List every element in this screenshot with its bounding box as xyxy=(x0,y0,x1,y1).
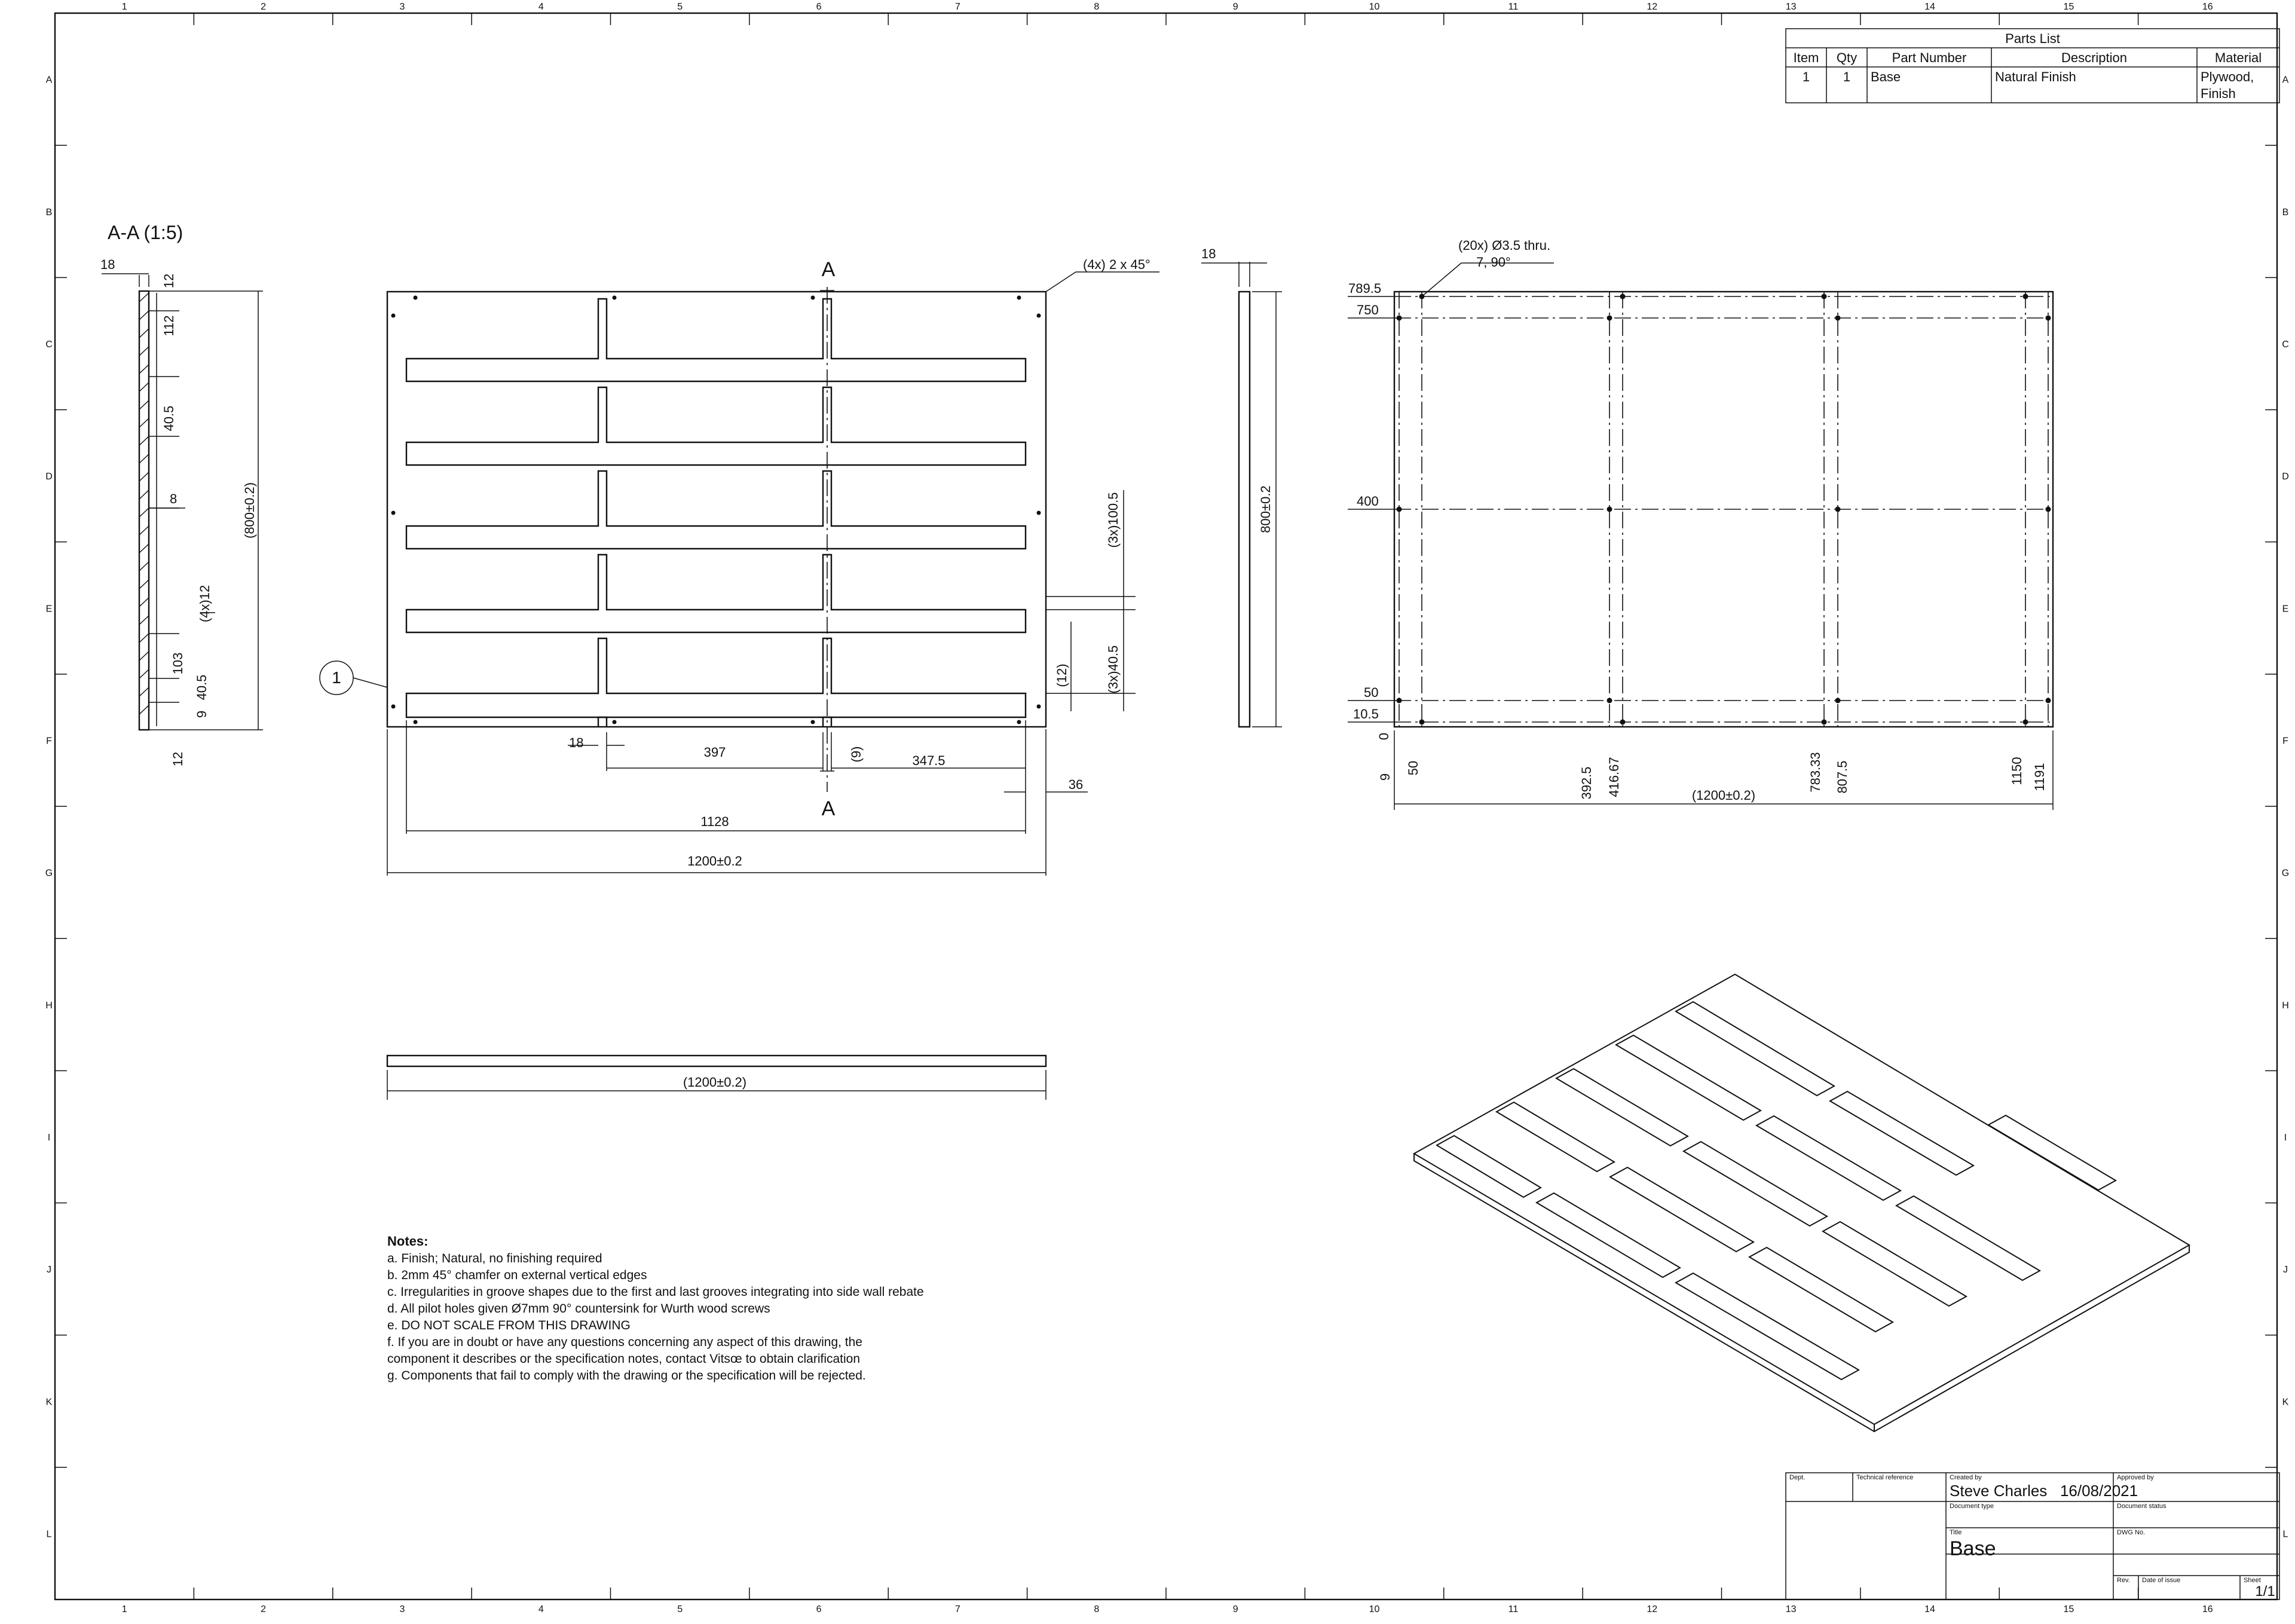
frame-row-label-left: K xyxy=(45,1397,53,1408)
frame-col-label-top: 8 xyxy=(1094,2,1100,12)
section-dim-4x12: (4x)12 xyxy=(197,585,212,623)
frame-col-label-bottom: 1 xyxy=(121,1604,127,1614)
hole-y-789-5: 789.5 xyxy=(1348,281,1382,296)
dim-1200: 1200±0.2 xyxy=(687,854,742,868)
bottom-view xyxy=(387,1056,1046,1100)
frame-col-label-top: 12 xyxy=(1647,2,1658,12)
frame-col-label-bottom: 7 xyxy=(954,1604,960,1614)
tb-sheet-label: Sheet xyxy=(2244,1577,2261,1584)
section-dim-103: 103 xyxy=(170,652,185,675)
frame-col-label-top: 16 xyxy=(2202,2,2213,12)
frame-col-label-top: 6 xyxy=(816,2,822,12)
section-dim-12-top: 12 xyxy=(161,273,176,289)
section-dim-40-5b: 40.5 xyxy=(194,674,209,701)
section-dim-9: 9 xyxy=(194,710,209,718)
section-marker-bottom: A xyxy=(821,797,836,820)
tb-title-label: Title xyxy=(1950,1529,1962,1536)
frame-row-label-right: F xyxy=(2282,736,2288,747)
frame-row-label-right: B xyxy=(2282,207,2289,218)
frame-col-label-top: 9 xyxy=(1232,2,1238,12)
hole-y-10-5: 10.5 xyxy=(1353,707,1379,721)
parts-header-material: Material xyxy=(2214,50,2262,65)
frame-row-label-left: C xyxy=(45,339,53,350)
section-dim-18: 18 xyxy=(100,257,115,272)
frame-col-label-top: 13 xyxy=(1785,2,1797,12)
frame-col-label-bottom: 16 xyxy=(2202,1604,2213,1614)
tb-rev-label: Rev. xyxy=(2117,1577,2130,1584)
section-dim-40-5: 40.5 xyxy=(161,405,176,432)
notes-line-e: e. DO NOT SCALE FROM THIS DRAWING xyxy=(387,1319,631,1332)
section-dim-8: 8 xyxy=(170,491,178,506)
tb-doc-status-label: Document status xyxy=(2117,1503,2167,1510)
frame-row-label-right: D xyxy=(2282,472,2289,482)
notes-line-d: d. All pilot holes given Ø7mm 90° countersink for Wurth wood screws xyxy=(387,1302,770,1316)
notes-line-f: f. If you are in doubt or have any questions concerning any aspect of this drawing, the xyxy=(387,1335,862,1349)
notes-line-f2: component it describes or the specification notes, contact Vitsœ to obtain clarification xyxy=(387,1352,861,1366)
tb-title: Base xyxy=(1950,1537,1996,1560)
parts-header-qty: Qty xyxy=(1836,50,1858,65)
frame-col-label-top: 3 xyxy=(399,2,405,12)
dim-9-front: (9) xyxy=(849,746,864,763)
frame-row-label-left: H xyxy=(45,1000,53,1011)
tb-created-by: Steve Charles 16/08/2021 xyxy=(1950,1482,2138,1500)
front-view-grooves xyxy=(406,299,1026,727)
hole-y-0: 0 xyxy=(1376,732,1391,741)
frame-row-label-left: A xyxy=(45,75,53,85)
frame-row-label-right: G xyxy=(2281,868,2290,879)
parts-row-part-number: Base xyxy=(1871,69,1901,84)
dim-100-5: (3x)100.5 xyxy=(1106,492,1121,548)
side-dim-18: 18 xyxy=(1201,246,1216,261)
parts-row-material-2: Finish xyxy=(2201,86,2236,101)
frame-col-label-bottom: 3 xyxy=(399,1604,405,1614)
frame-col-label-bottom: 12 xyxy=(1647,1604,1658,1614)
dim-18-front: 18 xyxy=(569,735,584,750)
frame-col-label-top: 1 xyxy=(121,2,127,12)
section-dim-112: 112 xyxy=(161,315,176,337)
title-block xyxy=(1786,1473,2279,1599)
hole-y-400: 400 xyxy=(1357,494,1379,509)
side-dim-800: 800±0.2 xyxy=(1258,485,1273,533)
frame-row-label-left: B xyxy=(45,207,53,218)
front-view xyxy=(320,257,1159,876)
parts-row-qty: 1 xyxy=(1843,69,1851,84)
parts-list xyxy=(1786,29,2279,103)
frame-col-label-top: 4 xyxy=(538,2,544,12)
frame-col-label-bottom: 13 xyxy=(1785,1604,1797,1614)
tb-created-by-label: Created by xyxy=(1950,1474,1982,1481)
tb-approved-by-label: Approved by xyxy=(2117,1474,2154,1481)
frame-col-label-top: 15 xyxy=(2063,2,2074,12)
dim-40-5: (3x)40.5 xyxy=(1106,645,1121,694)
hole-pattern-view xyxy=(1348,238,2053,810)
notes-line-g: g. Components that fail to comply with the drawing or the specification will be rejected. xyxy=(387,1369,866,1383)
section-dim-12-bottom: 12 xyxy=(170,751,185,767)
notes-line-a: a. Finish; Natural, no finishing required xyxy=(387,1252,602,1265)
frame-row-label-right: H xyxy=(2282,1000,2289,1011)
frame-row-label-right: K xyxy=(2282,1397,2289,1408)
section-view-title: A-A (1:5) xyxy=(108,222,183,243)
hole-x-50: 50 xyxy=(1406,760,1421,776)
frame-col-label-top: 10 xyxy=(1369,2,1380,12)
dim-36: 36 xyxy=(1068,777,1084,792)
hole-y-50: 50 xyxy=(1364,685,1379,700)
tb-sheet: 1/1 xyxy=(2255,1583,2275,1599)
frame-labels xyxy=(45,2,2289,1614)
frame-row-label-right: E xyxy=(2282,604,2289,614)
frame-col-label-top: 11 xyxy=(1508,2,1519,12)
section-view-aa xyxy=(100,222,263,766)
frame-col-label-top: 2 xyxy=(261,2,267,12)
frame-col-label-bottom: 8 xyxy=(1094,1604,1100,1614)
bottom-dim-1200: (1200±0.2) xyxy=(683,1075,747,1090)
tb-tech-ref-label: Technical reference xyxy=(1856,1474,1914,1481)
parts-list-title: Parts List xyxy=(2005,31,2060,46)
parts-row-description: Natural Finish xyxy=(1995,69,2076,84)
isometric-view xyxy=(1414,974,2189,1432)
dim-347-5: 347.5 xyxy=(912,753,945,768)
parts-row-material-1: Plywood, xyxy=(2201,69,2254,84)
frame-row-label-right: I xyxy=(2284,1132,2287,1143)
hole-x-807-5: 807.5 xyxy=(1835,760,1850,794)
item-balloon-number: 1 xyxy=(332,668,341,687)
hole-x-1191: 1191 xyxy=(2032,763,2047,791)
frame-col-label-top: 7 xyxy=(954,2,960,12)
frame-row-label-left: J xyxy=(47,1265,51,1276)
frame-col-label-bottom: 10 xyxy=(1369,1604,1380,1614)
hole-dim-width: (1200±0.2) xyxy=(1691,788,1756,803)
frame-row-label-right: A xyxy=(2282,75,2289,85)
frame-row-label-right: J xyxy=(2283,1265,2288,1276)
tb-dwg-no-label: DWG No. xyxy=(2117,1529,2146,1536)
frame-col-label-bottom: 6 xyxy=(816,1604,822,1614)
frame-col-label-bottom: 4 xyxy=(538,1604,544,1614)
frame-col-label-bottom: 15 xyxy=(2063,1604,2074,1614)
hole-x-392-5: 392.5 xyxy=(1579,766,1594,800)
frame-col-label-bottom: 2 xyxy=(261,1604,267,1614)
hole-x-9: 9 xyxy=(1378,773,1393,781)
frame-col-label-bottom: 5 xyxy=(677,1604,683,1614)
chamfer-note: (4x) 2 x 45° xyxy=(1083,257,1150,272)
tb-date-issue-label: Date of issue xyxy=(2142,1577,2181,1584)
hole-x-416-67: 416.67 xyxy=(1606,757,1621,797)
hole-x-783-33: 783.33 xyxy=(1808,752,1823,793)
hole-note-line-1: (20x) Ø3.5 thru. xyxy=(1458,238,1551,253)
section-marker-top: A xyxy=(821,258,836,281)
frame-col-label-bottom: 14 xyxy=(1924,1604,1935,1614)
notes-title: Notes: xyxy=(387,1234,429,1249)
dim-12: (12) xyxy=(1054,663,1069,687)
tb-dept-label: Dept. xyxy=(1789,1474,1806,1481)
frame-row-label-left: E xyxy=(45,604,53,614)
parts-header-item: Item xyxy=(1793,50,1819,65)
frame-row-label-left: L xyxy=(46,1529,52,1540)
parts-header-part-number: Part Number xyxy=(1892,50,1967,65)
frame-col-label-top: 5 xyxy=(677,2,683,12)
dim-397: 397 xyxy=(703,745,726,760)
frame-row-label-left: G xyxy=(45,868,53,879)
frame-col-label-bottom: 9 xyxy=(1232,1604,1238,1614)
frame-row-label-left: D xyxy=(45,472,53,482)
hole-x-1150: 1150 xyxy=(2009,757,2024,785)
frame-row-label-left: I xyxy=(47,1132,51,1143)
hole-note-line-2: 7, 90° xyxy=(1476,255,1511,270)
tb-doc-type-label: Document type xyxy=(1950,1503,1994,1510)
parts-row-item: 1 xyxy=(1802,69,1810,84)
notes-line-c: c. Irregularities in groove shapes due to the first and last grooves integrating into side wall rebate xyxy=(387,1285,924,1299)
side-view xyxy=(1201,246,1282,727)
dim-1128: 1128 xyxy=(700,814,729,829)
hole-y-750: 750 xyxy=(1357,302,1379,317)
frame-row-label-right: C xyxy=(2282,339,2289,350)
notes-line-b: b. 2mm 45° chamfer on external vertical edges xyxy=(387,1268,647,1282)
frame-row-label-left: F xyxy=(46,736,52,747)
section-dim-overall: (800±0.2) xyxy=(242,482,257,539)
frame-row-label-right: L xyxy=(2282,1529,2288,1540)
frame-col-label-top: 14 xyxy=(1924,2,1935,12)
frame-col-label-bottom: 11 xyxy=(1508,1604,1519,1614)
notes-block xyxy=(387,1234,924,1383)
parts-header-description: Description xyxy=(2061,50,2128,65)
